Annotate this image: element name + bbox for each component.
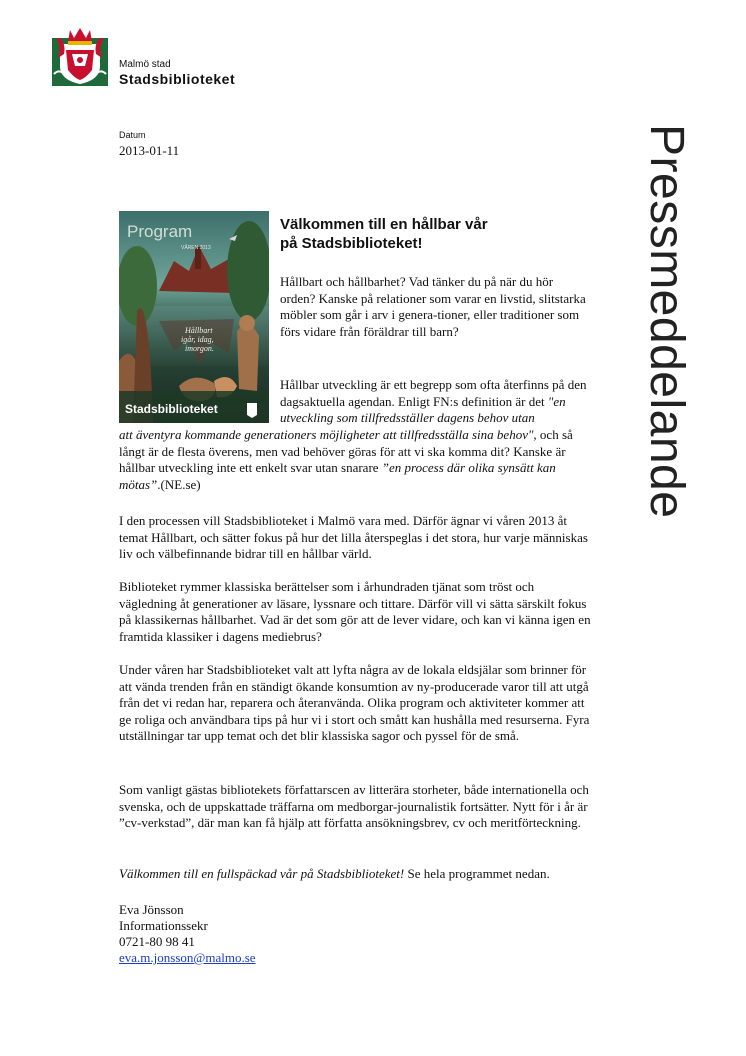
date-value: 2013-01-11 (119, 143, 180, 158)
date-label: Datum (119, 130, 146, 140)
press-release-title-text: Pressmeddelande (640, 124, 693, 519)
paragraph-7 (119, 866, 594, 883)
closing-rest: Se hela programmet nedan. (404, 866, 550, 881)
cover-tagline-3: imorgon. (185, 344, 214, 353)
contact-email-link[interactable]: eva.m.jonsson@malmo.se (119, 950, 256, 965)
paragraph-2-text-b: , och så långt är de flesta överens, men vad behöver göras för att vi ska komma dit? Kanske är hållbar utveckling inte ett enkelt svar utan snarare (119, 427, 573, 475)
paragraph-6: Som vanligt gästas bibliotekets författarscen av litterära storheter, både internationella och svenska, och de uppskattade träffarna om medborgar-journalistik fortsätter. Nytt för i år är ”cv-verkstad”, där man kan få hjälp att författa ansökningsbrev, cv och meritförteckning. (119, 782, 589, 830)
contact-role: Informationssekr (119, 918, 208, 933)
malmo-stad-logo (52, 24, 108, 86)
un-definition-quote-display: att äventyra kommande generationers möjligheter att tillfredsställa sina behov" (119, 427, 534, 442)
cover-tagline-2: igår, idag, (181, 335, 214, 344)
cover-footer: Stadsbiblioteket (125, 402, 218, 416)
cover-title: Program (127, 222, 193, 241)
un-definition-quote-start: "en utveckling som tillfredsställer dagens behov utan (280, 393, 566, 425)
org-name-small: Malmö stad (119, 59, 171, 70)
cover-season: VÅREN 2013 (181, 245, 211, 251)
paragraph-2-text-c: .(NE.se) (157, 476, 201, 492)
cover-tagline-1: Hållbart (185, 326, 213, 335)
cover-logo-icon (247, 403, 257, 418)
paragraph-2-continued (119, 427, 594, 493)
org-name: Stadsbiblioteket (119, 71, 236, 87)
contact-phone: 0721-80 98 41 (119, 934, 195, 949)
paragraph-2-text-a: Hållbar utveckling är ett begrepp som ofta återfinns på den dagsaktuella agendan. Enligt FN:s definition är det (280, 377, 587, 409)
contact-name: Eva Jönsson (119, 902, 184, 917)
ne-quote: ”en process där olika synsätt kan mötas” (119, 460, 556, 492)
paragraph-1: Hållbart och hållbarhet? Vad tänker du på när du hör orden? Kanske på relationer som varar en livstid, slitstarka möbler som går i arv i genera-tioner, eller traditioner som förs vidare från föräldrar till barn? (280, 274, 586, 339)
closing-italic: Välkommen till en fullspäckad vår på Stadsbiblioteket! (119, 866, 405, 881)
headline-line-2: på Stadsbiblioteket! (280, 235, 423, 252)
signature (119, 902, 256, 966)
paragraph-4: Biblioteket rymmer klassiska berättelser som i århundraden tjänat som tröst och vägledning åt generationer av läsare, lyssnare och tittare. Därför vill vi sätta särskilt fokus på klassikernas hållbarhet. Vad är det som gör att de lever vidare, och kan vi känna igen en framtida klassiker i dagens mediebrus? (119, 579, 591, 644)
paragraph-2 (280, 377, 590, 427)
program-cover-image (119, 211, 269, 423)
article-headline (280, 215, 540, 253)
paragraph-5: Under våren har Stadsbiblioteket valt att lyfta några av de lokala eldsjälar som brinner för att vända trenden från en ständigt ökande konsumtion av ny-producerade varor till att utgå från det vi redan har, reparera och återanvända. Olika program och aktiviteter kommer att ge roliga och användbara tips på hur vi i stort och smått kan hushålla med resurserna. Fyra utställningar tar upp temat och det blir klassiska sagor och pyssel för de små. (119, 662, 590, 743)
paragraph-3: I den processen vill Stadsbiblioteket i Malmö vara med. Därför ägnar vi våren 2013 åt temat Hållbart, och sätter fokus på hur det lilla återspeglas i det stora, hur varje människas liv och välbefinnande bidrar till en hållbar värld. (119, 513, 588, 561)
cover-illustration (119, 211, 269, 423)
headline-line-1: Välkommen till en hållbar vår (280, 216, 488, 233)
press-release-title (632, 124, 702, 564)
